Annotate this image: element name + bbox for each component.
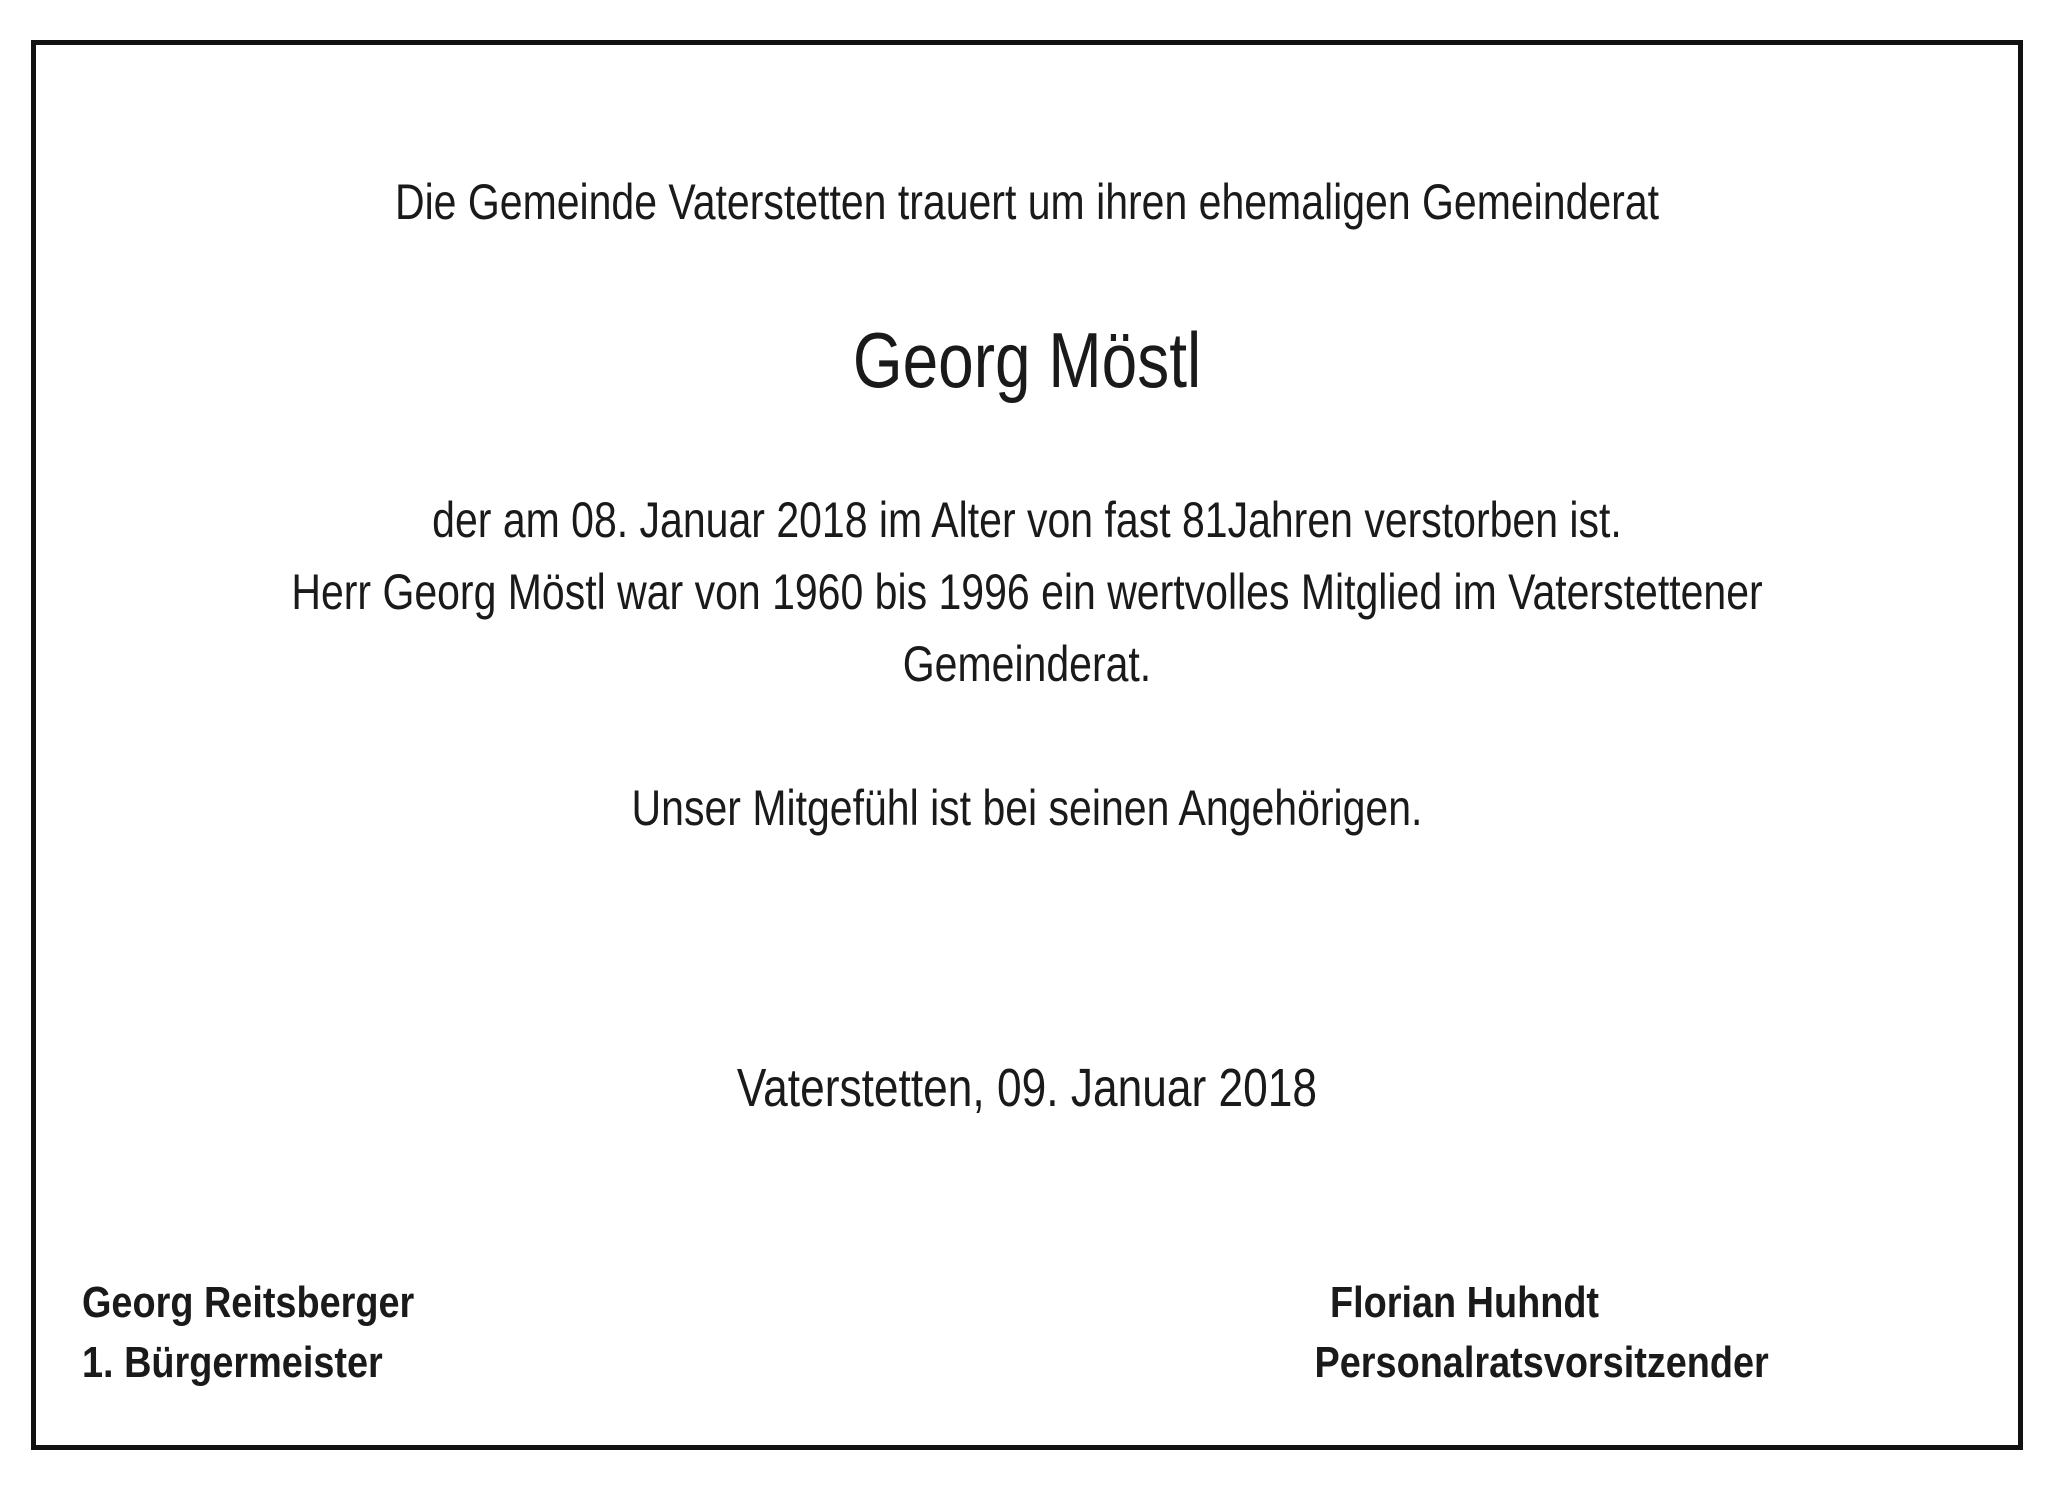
signatory-role: 1. Bürgermeister	[82, 1338, 383, 1387]
signatory-right	[1314, 1273, 1769, 1393]
body-line-3: Gemeinderat.	[902, 636, 1152, 692]
signatory-name: Florian Huhndt	[1330, 1278, 1600, 1327]
body-line-2: Herr Georg Möstl war von 1960 bis 1996 ein wertvolles Mitglied im Vaterstettener	[291, 564, 1763, 620]
deceased-name: Georg Möstl	[852, 316, 1202, 404]
intro-text: Die Gemeinde Vaterstetten trauert um ihren ehemaligen Gemeinderat	[394, 174, 1660, 230]
obituary-notice	[31, 40, 2023, 1450]
signatory-name: Georg Reitsberger	[82, 1278, 415, 1327]
place-date: Vaterstetten, 09. Januar 2018	[736, 1058, 1318, 1118]
signatory-role: Personalratsvorsitzender	[1314, 1338, 1769, 1387]
condolence-line: Unser Mitgefühl ist bei seinen Angehörigen.	[631, 780, 1423, 836]
signatory-left	[82, 1273, 414, 1393]
body-line-1: der am 08. Januar 2018 im Alter von fast 81Jahren verstorben ist.	[432, 492, 1622, 548]
